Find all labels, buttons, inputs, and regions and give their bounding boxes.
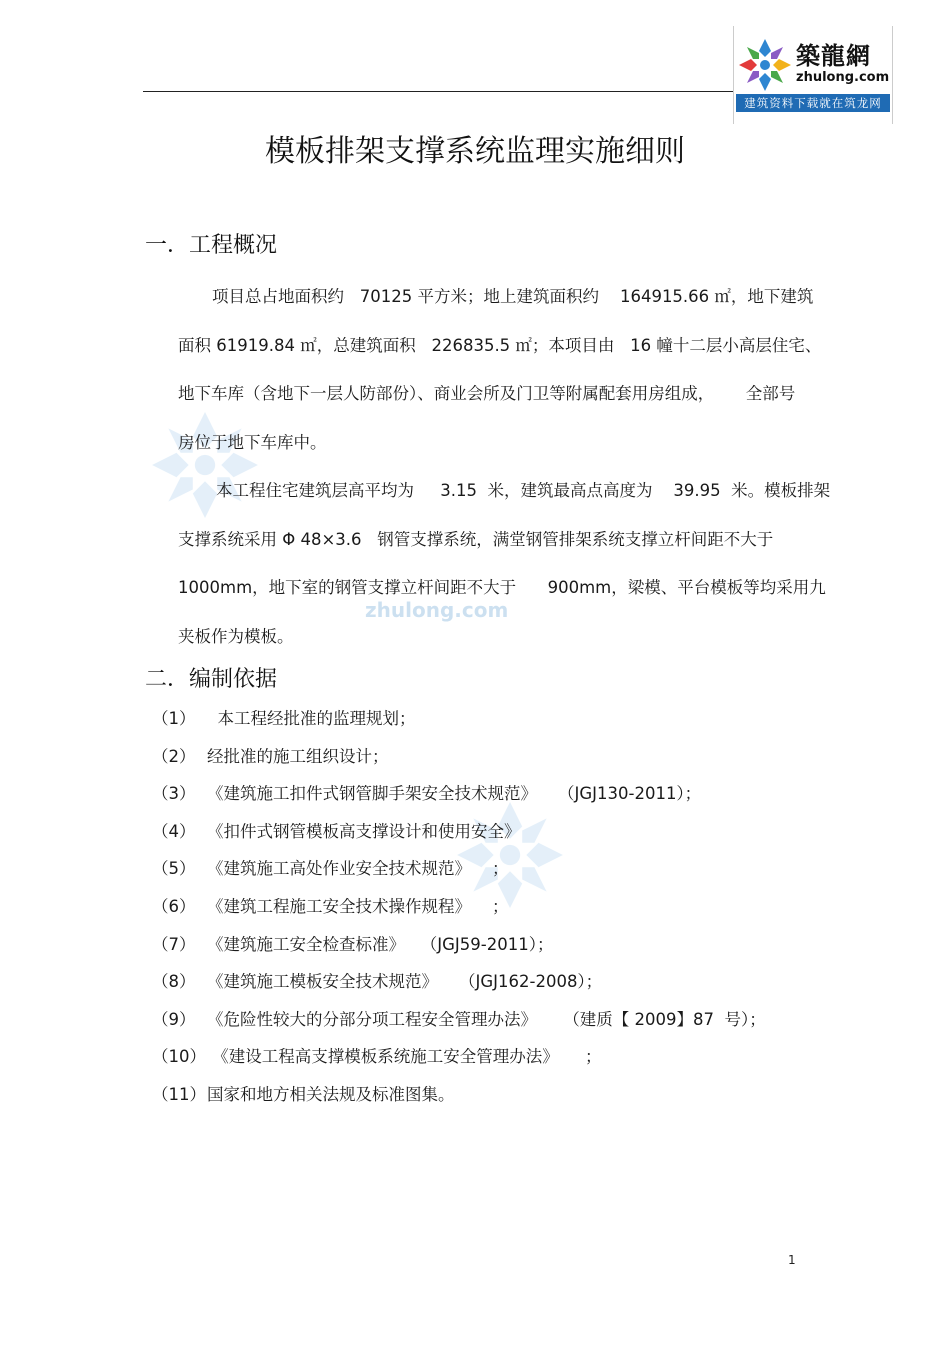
item-number: （4） bbox=[152, 821, 196, 841]
paragraph-line: 本工程住宅建筑层高平均为 3.15 米，建筑最高点高度为 39.95 米。模板排架 bbox=[216, 481, 831, 500]
overview-paragraph-2 bbox=[178, 467, 846, 661]
watermark-text: zhulong.com bbox=[365, 598, 509, 622]
basis-list bbox=[152, 704, 766, 1118]
item-number: （5） bbox=[152, 859, 196, 879]
section-heading-overview: 一．工程概况 bbox=[145, 233, 278, 258]
item-text: 《危险性较大的分部分项工程安全管理办法》 （建质【 2009】87 号）； bbox=[207, 1009, 766, 1029]
item-number: （1） bbox=[152, 709, 196, 728]
item-text: 《扣件式钢管模板高支撑设计和使用安全》 bbox=[207, 821, 521, 841]
document-title: 模板排架支撑系统监理实施细则 bbox=[265, 134, 685, 169]
overview-paragraph-1 bbox=[178, 273, 846, 467]
list-item bbox=[152, 930, 766, 968]
list-item bbox=[152, 892, 766, 930]
item-text: 经批准的施工组织设计； bbox=[207, 746, 389, 766]
list-item bbox=[152, 1005, 766, 1043]
paragraph-line: 地下车库（含地下一层人防部份）、商业会所及门卫等附属配套用房组成， 全部号 bbox=[178, 384, 796, 403]
paragraph-line: 项目总占地面积约 70125 平方米；地上建筑面积约 164915.66 ㎡，地下建筑 bbox=[212, 287, 814, 306]
item-number: （9） bbox=[152, 1009, 196, 1029]
item-number: （2） bbox=[152, 746, 196, 766]
header-rule bbox=[143, 91, 733, 92]
logo-name-cn: 築龍網 bbox=[796, 41, 871, 70]
paragraph-line: 房位于地下车库中。 bbox=[178, 432, 327, 452]
paragraph-line: 1000mm，地下室的钢管支撑立杆间距不大于 900mm，梁模、平台模板等均采用九 bbox=[178, 578, 826, 597]
item-text: 《建筑工程施工安全技术操作规程》 ； bbox=[207, 896, 509, 916]
item-text: 《建设工程高支撑模板系统施工安全管理办法》 ； bbox=[207, 1047, 602, 1067]
list-item bbox=[152, 704, 766, 742]
item-number: （3） bbox=[152, 784, 196, 804]
item-text: 《建筑施工扣件式钢管脚手架安全技术规范》 （JGJ130-2011）； bbox=[207, 784, 702, 804]
list-item bbox=[152, 1080, 766, 1118]
list-item bbox=[152, 779, 766, 817]
item-text: 国家和地方相关法规及标准图集。 bbox=[207, 1084, 455, 1104]
list-item bbox=[152, 967, 766, 1005]
list-item bbox=[152, 1042, 766, 1080]
zhulong-logo[interactable] bbox=[733, 26, 893, 124]
item-number: （10） bbox=[152, 1047, 206, 1067]
item-number: （11） bbox=[152, 1084, 206, 1104]
section-heading-basis: 二．编制依据 bbox=[145, 667, 278, 692]
item-text: 《建筑施工模板安全技术规范》 （JGJ162-2008）； bbox=[207, 972, 603, 992]
paragraph-line: 支撑系统采用 Φ 48×3.6 钢管支撑系统，满堂钢管排架系统支撑立杆间距不大于 bbox=[178, 529, 774, 549]
logo-slogan: 建筑资料下载就在筑龙网 bbox=[736, 94, 890, 112]
item-text: 本工程经批准的监理规划； bbox=[207, 709, 416, 728]
list-item bbox=[152, 817, 766, 855]
paragraph-line: 面积 61919.84 ㎡，总建筑面积 226835.5 ㎡；本项目由 16 幢十二层小高层住宅、 bbox=[178, 335, 822, 355]
item-number: （8） bbox=[152, 972, 196, 992]
item-text: 《建筑施工安全检查标准》 （JGJ59-2011）； bbox=[207, 934, 554, 954]
list-item bbox=[152, 854, 766, 892]
snowflake-logo-icon bbox=[738, 38, 792, 92]
logo-domain: zhulong.com bbox=[796, 70, 890, 85]
list-item bbox=[152, 742, 766, 780]
item-number: （7） bbox=[152, 934, 196, 954]
paragraph-line: 夹板作为模板。 bbox=[178, 626, 294, 646]
item-number: （6） bbox=[152, 896, 196, 916]
item-text: 《建筑施工高处作业安全技术规范》 ； bbox=[207, 859, 509, 879]
page-number: 1 bbox=[788, 1253, 796, 1267]
